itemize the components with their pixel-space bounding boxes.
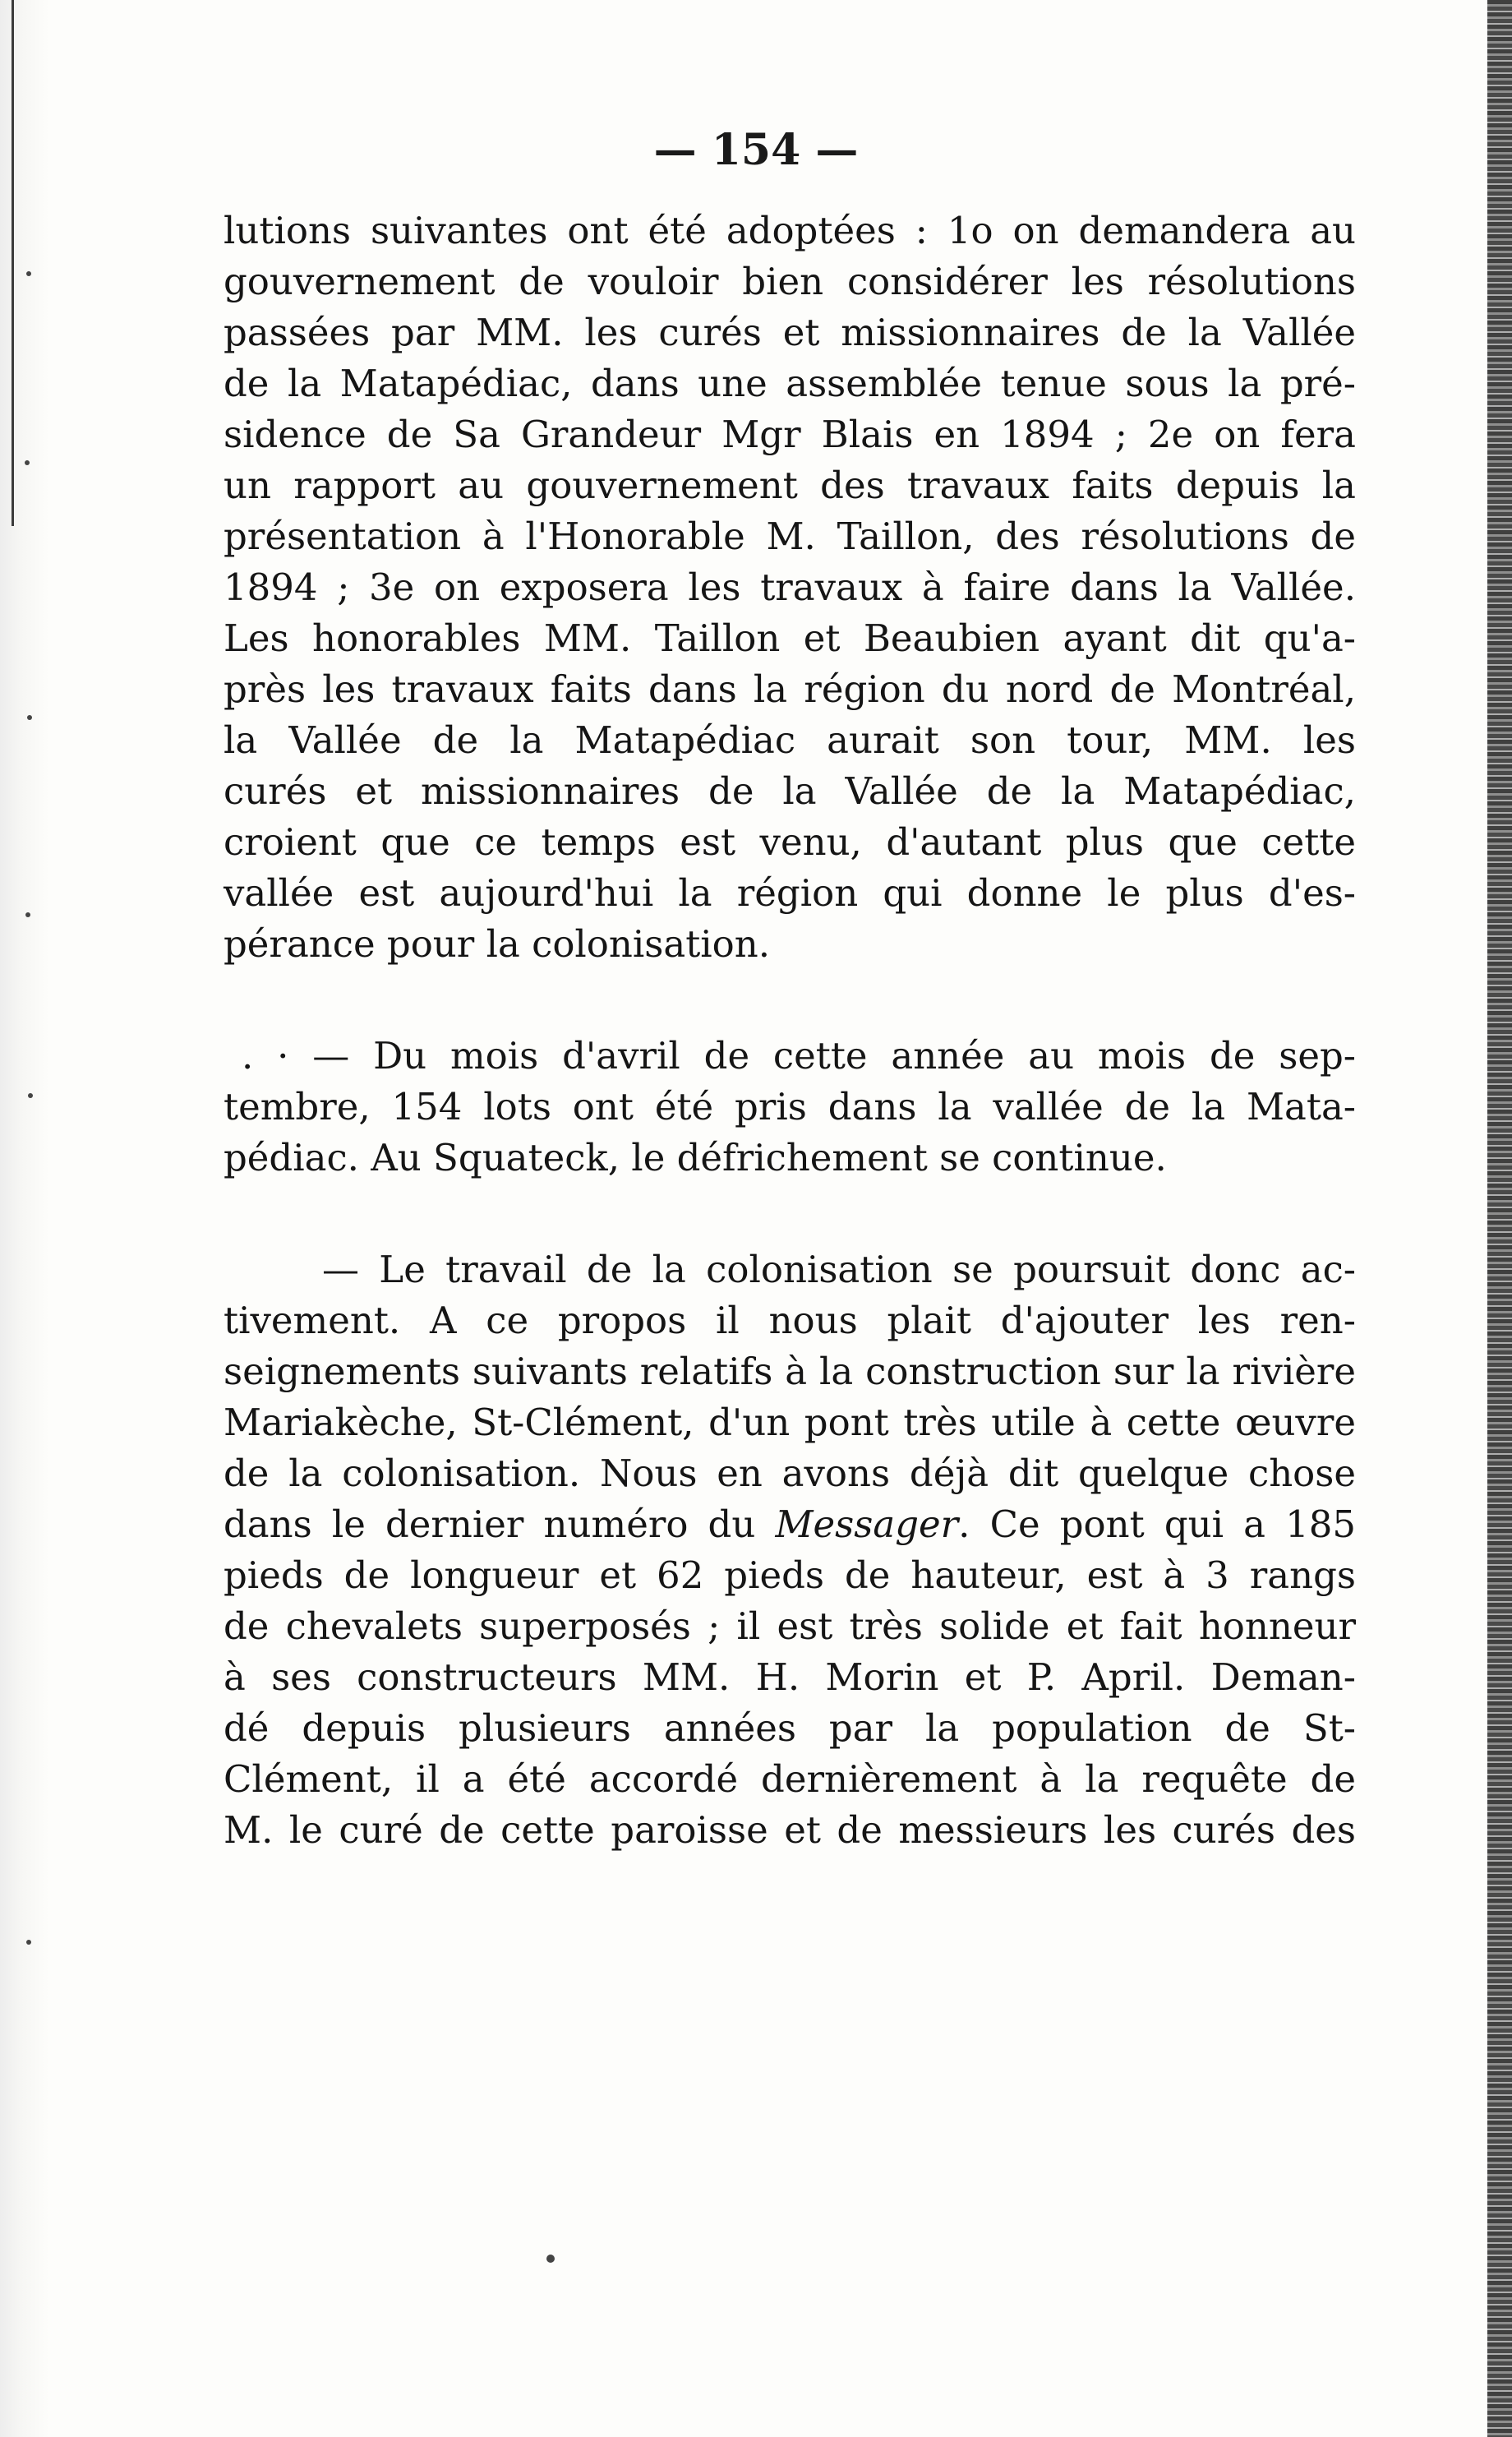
speck [26,1940,31,1945]
text-line: curés et missionnaires de la Vallée de la Matapédiac, [224,769,1356,813]
text-line: pieds de longueur et 62 pieds de hauteur, est à 3 rangs [224,1553,1356,1597]
speck [25,460,30,465]
right-edge-scan-artifact [1487,0,1512,2437]
text-line: pédiac. Au Squateck, le défrichement se continue. [224,1136,1167,1179]
paragraph-lots-taken [224,1031,1356,1184]
text-line: tembre, 154 lots ont été pris dans la vallée de la Mata- [224,1085,1356,1128]
speck [546,2255,555,2263]
text-line: M. le curé de cette paroisse et de messieurs les curés des [224,1808,1356,1852]
text-line: — Le travail de la colonisation se poursuit donc ac- [322,1248,1356,1291]
text-line: tivement. A ce propos il nous plait d'ajouter les ren- [224,1299,1356,1342]
text-line: la Vallée de la Matapédiac aurait son tour, MM. les [224,718,1356,762]
text-line: croient que ce temps est venu, d'autant plus que cette [224,820,1356,864]
paragraph-colonisation-resolutions [224,205,1356,970]
text-line-with-italic [224,1499,1356,1550]
body-text [224,205,1356,1856]
text-line: sidence de Sa Grandeur Mgr Blais en 1894 ; 2e on fera [224,413,1356,456]
text-line: gouvernement de vouloir bien considérer les résolutions [224,260,1356,303]
speck [26,271,31,276]
paragraph-gap [224,1184,1356,1244]
text-line: à ses constructeurs MM. H. Morin et P. April. Deman- [224,1655,1356,1699]
text-run: . Ce pont qui a 185 [958,1502,1356,1546]
text-line: près les travaux faits dans la région du nord de Montréal, [224,667,1356,711]
speck [25,912,30,917]
speck [28,1093,33,1098]
text-line: pérance pour la colonisation. [224,922,771,966]
text-line: Les honorables MM. Taillon et Beaubien ayant dit qu'a- [224,616,1356,660]
text-line: Mariakèche, St-Clément, d'un pont très utile à cette œuvre [224,1401,1356,1444]
text-line: un rapport au gouvernement des travaux faits depuis la [224,464,1356,507]
left-margin-shadow [0,0,49,2437]
text-run: dans le dernier numéro du [224,1502,776,1546]
page-number: — 154 — [653,125,859,175]
text-line: présentation à l'Honorable M. Taillon, des résolutions de [224,515,1356,558]
text-line: . · — Du mois d'avril de cette année au mois de sep- [242,1034,1356,1078]
text-line: de la Matapédiac, dans une assemblée tenue sous la pré- [224,362,1356,405]
text-line: de la colonisation. Nous en avons déjà dit quelque chose [224,1452,1356,1495]
text-line: dé depuis plusieurs années par la population de St- [224,1706,1356,1750]
italic-title-messager: Messager [775,1502,959,1546]
binding-line [12,0,14,526]
text-line: Clément, il a été accordé dernièrement à la requête de [224,1757,1356,1801]
text-line: 1894 ; 3e on exposera les travaux à faire dans la Vallée. [224,565,1356,609]
text-line: passées par MM. les curés et missionnaires de la Vallée [224,311,1356,354]
speck [27,715,32,720]
paragraph-gap [224,970,1356,1031]
paragraph-bridge-construction [224,1244,1356,1856]
text-line: lutions suivantes ont été adoptées : 1o on demandera au [224,209,1356,252]
text-line: seignements suivants relatifs à la construction sur la rivière [224,1350,1356,1393]
text-line: de chevalets superposés ; il est très solide et fait honneur [224,1604,1356,1648]
text-line: vallée est aujourd'hui la région qui donne le plus d'es- [224,871,1356,915]
